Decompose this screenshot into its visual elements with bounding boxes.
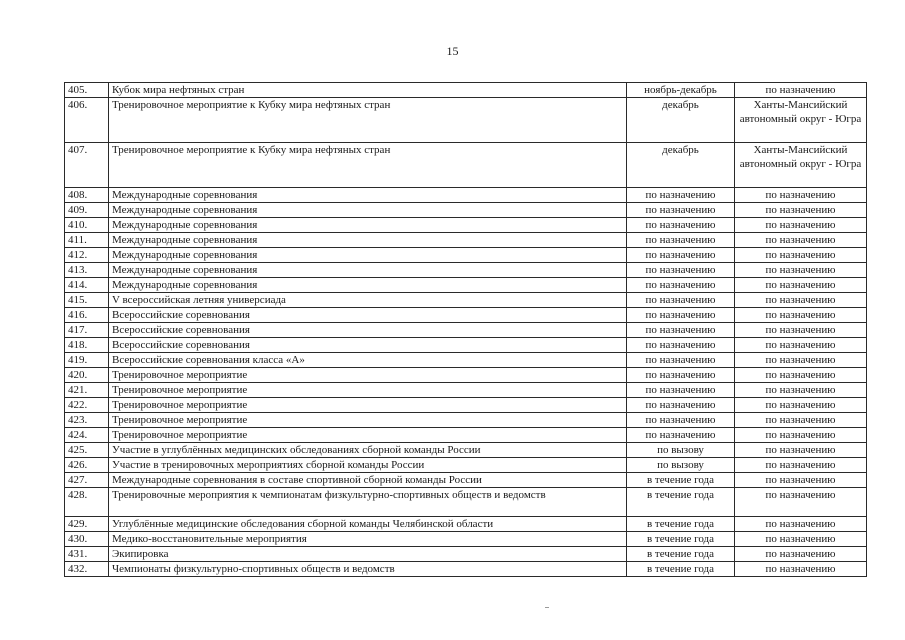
- row-number: 412.: [65, 248, 109, 263]
- events-table-body: [65, 83, 867, 577]
- event-date: по назначению: [627, 308, 735, 323]
- event-name: Углублённые медицинские обследования сборной команды Челябинской области: [109, 517, 627, 532]
- row-number: 425.: [65, 443, 109, 458]
- event-date: в течение года: [627, 488, 735, 517]
- event-name: Тренировочное мероприятие к Кубку мира нефтяных стран: [109, 143, 627, 188]
- event-place: по назначению: [735, 473, 867, 488]
- event-place: по назначению: [735, 428, 867, 443]
- page-number: 15: [446, 44, 459, 58]
- event-place: по назначению: [735, 338, 867, 353]
- event-name: Тренировочное мероприятие: [109, 398, 627, 413]
- event-date: по назначению: [627, 293, 735, 308]
- event-place: по назначению: [735, 368, 867, 383]
- event-place: по назначению: [735, 248, 867, 263]
- row-number: 420.: [65, 368, 109, 383]
- row-number: 424.: [65, 428, 109, 443]
- table-row: [65, 458, 867, 473]
- event-name: Всероссийские соревнования: [109, 338, 627, 353]
- event-name: Тренировочное мероприятие: [109, 428, 627, 443]
- event-place: по назначению: [735, 383, 867, 398]
- event-date: ноябрь-декабрь: [627, 83, 735, 98]
- event-name: Всероссийские соревнования: [109, 308, 627, 323]
- event-name: Международные соревнования: [109, 188, 627, 203]
- event-place: по назначению: [735, 263, 867, 278]
- table-row: [65, 308, 867, 323]
- row-number: 426.: [65, 458, 109, 473]
- event-place: по назначению: [735, 218, 867, 233]
- event-name: Международные соревнования: [109, 248, 627, 263]
- event-date: в течение года: [627, 517, 735, 532]
- table-row: [65, 338, 867, 353]
- row-number: 416.: [65, 308, 109, 323]
- row-number: 418.: [65, 338, 109, 353]
- table-row: [65, 383, 867, 398]
- scan-mark: [545, 607, 549, 608]
- event-name: Тренировочные мероприятия к чемпионатам физкультурно-спортивных обществ и ведомств: [109, 488, 627, 517]
- event-place: Ханты-Мансийский автономный округ - Югра: [735, 143, 867, 188]
- event-date: по назначению: [627, 218, 735, 233]
- table-row: [65, 547, 867, 562]
- table-row: [65, 353, 867, 368]
- event-date: по вызову: [627, 443, 735, 458]
- event-date: по назначению: [627, 263, 735, 278]
- event-name: Международные соревнования: [109, 233, 627, 248]
- row-number: 406.: [65, 98, 109, 143]
- event-place: по назначению: [735, 488, 867, 517]
- event-date: декабрь: [627, 98, 735, 143]
- table-row: [65, 143, 867, 188]
- event-place: Ханты-Мансийский автономный округ - Югра: [735, 98, 867, 143]
- event-place: по назначению: [735, 562, 867, 577]
- event-name: Тренировочное мероприятие к Кубку мира нефтяных стран: [109, 98, 627, 143]
- event-name: Международные соревнования: [109, 203, 627, 218]
- table-row: [65, 473, 867, 488]
- table-row: [65, 323, 867, 338]
- table-row: [65, 233, 867, 248]
- table-row: [65, 428, 867, 443]
- event-date: по назначению: [627, 428, 735, 443]
- table-row: [65, 218, 867, 233]
- event-date: по назначению: [627, 353, 735, 368]
- table-row: [65, 562, 867, 577]
- event-place: по назначению: [735, 517, 867, 532]
- event-place: по назначению: [735, 308, 867, 323]
- table-row: [65, 443, 867, 458]
- event-place: по назначению: [735, 547, 867, 562]
- event-date: по назначению: [627, 323, 735, 338]
- event-place: по назначению: [735, 83, 867, 98]
- event-name: Участие в углублённых медицинских обследованиях сборной команды России: [109, 443, 627, 458]
- event-place: по назначению: [735, 203, 867, 218]
- row-number: 405.: [65, 83, 109, 98]
- event-date: по назначению: [627, 398, 735, 413]
- row-number: 410.: [65, 218, 109, 233]
- event-date: по назначению: [627, 203, 735, 218]
- row-number: 423.: [65, 413, 109, 428]
- table-row: [65, 488, 867, 517]
- table-row: [65, 278, 867, 293]
- row-number: 407.: [65, 143, 109, 188]
- event-date: в течение года: [627, 473, 735, 488]
- events-table: [64, 82, 867, 577]
- table-row: [65, 83, 867, 98]
- event-date: по назначению: [627, 233, 735, 248]
- table-row: [65, 263, 867, 278]
- table-row: [65, 98, 867, 143]
- row-number: 428.: [65, 488, 109, 517]
- event-name: Международные соревнования в составе спортивной сборной команды России: [109, 473, 627, 488]
- event-name: Экипировка: [109, 547, 627, 562]
- event-date: в течение года: [627, 532, 735, 547]
- row-number: 432.: [65, 562, 109, 577]
- event-date: в течение года: [627, 547, 735, 562]
- event-date: по назначению: [627, 278, 735, 293]
- event-place: по назначению: [735, 353, 867, 368]
- row-number: 422.: [65, 398, 109, 413]
- row-number: 429.: [65, 517, 109, 532]
- event-place: по назначению: [735, 188, 867, 203]
- event-name: Международные соревнования: [109, 278, 627, 293]
- event-name: Международные соревнования: [109, 218, 627, 233]
- row-number: 413.: [65, 263, 109, 278]
- table-row: [65, 532, 867, 547]
- event-place: по назначению: [735, 458, 867, 473]
- row-number: 419.: [65, 353, 109, 368]
- table-row: [65, 248, 867, 263]
- event-name: Тренировочное мероприятие: [109, 413, 627, 428]
- event-place: по назначению: [735, 398, 867, 413]
- table-row: [65, 517, 867, 532]
- event-name: Тренировочное мероприятие: [109, 368, 627, 383]
- table-row: [65, 203, 867, 218]
- event-name: Всероссийские соревнования: [109, 323, 627, 338]
- table-row: [65, 398, 867, 413]
- table-row: [65, 413, 867, 428]
- event-date: по вызову: [627, 458, 735, 473]
- row-number: 414.: [65, 278, 109, 293]
- row-number: 415.: [65, 293, 109, 308]
- event-place: по назначению: [735, 293, 867, 308]
- event-name: Международные соревнования: [109, 263, 627, 278]
- event-date: по назначению: [627, 188, 735, 203]
- row-number: 431.: [65, 547, 109, 562]
- event-name: Всероссийские соревнования класса «А»: [109, 353, 627, 368]
- row-number: 430.: [65, 532, 109, 547]
- table-row: [65, 293, 867, 308]
- event-date: по назначению: [627, 413, 735, 428]
- event-date: по назначению: [627, 338, 735, 353]
- event-name: Чемпионаты физкультурно-спортивных обществ и ведомств: [109, 562, 627, 577]
- event-date: по назначению: [627, 383, 735, 398]
- event-date: декабрь: [627, 143, 735, 188]
- row-number: 409.: [65, 203, 109, 218]
- event-name: Кубок мира нефтяных стран: [109, 83, 627, 98]
- table-row: [65, 368, 867, 383]
- table-row: [65, 188, 867, 203]
- event-name: Тренировочное мероприятие: [109, 383, 627, 398]
- row-number: 408.: [65, 188, 109, 203]
- event-place: по назначению: [735, 233, 867, 248]
- event-date: по назначению: [627, 248, 735, 263]
- event-place: по назначению: [735, 413, 867, 428]
- row-number: 417.: [65, 323, 109, 338]
- row-number: 411.: [65, 233, 109, 248]
- event-place: по назначению: [735, 323, 867, 338]
- event-place: по назначению: [735, 278, 867, 293]
- event-date: по назначению: [627, 368, 735, 383]
- event-place: по назначению: [735, 443, 867, 458]
- event-name: Медико-восстановительные мероприятия: [109, 532, 627, 547]
- event-place: по назначению: [735, 532, 867, 547]
- event-name: V всероссийская летняя универсиада: [109, 293, 627, 308]
- event-date: в течение года: [627, 562, 735, 577]
- row-number: 421.: [65, 383, 109, 398]
- event-name: Участие в тренировочных мероприятиях сборной команды России: [109, 458, 627, 473]
- row-number: 427.: [65, 473, 109, 488]
